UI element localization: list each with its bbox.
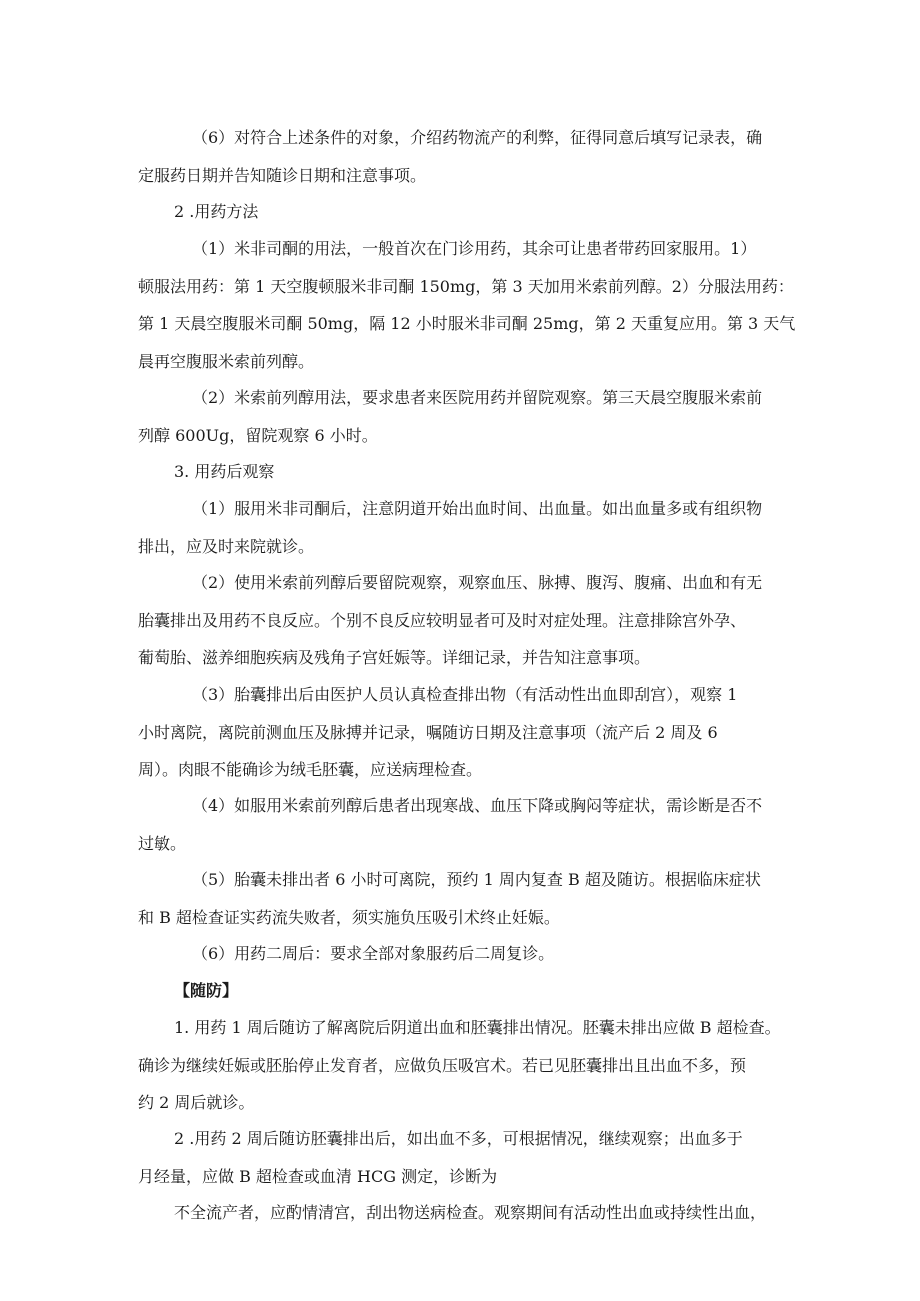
text-line: 3. 用药后观察 [174, 462, 275, 481]
paragraph-misoprostol-usage [138, 379, 790, 454]
paragraph-follow-up-2 [138, 1120, 790, 1195]
text-line: 确诊为继续妊娠或胚胎停止发育者，应做负压吸宫术。若已见胚囊排出且出血不多，预 [138, 1055, 747, 1075]
text-line: 胎囊排出及用药不良反应。个别不良反应较明显者可及时对症处理。注意排除宫外孕、 [138, 610, 747, 630]
text-line: 月经量，应做 B 超检查或血清 HCG 测定，诊断为 [138, 1166, 498, 1186]
text-line: （6）用药二周后：要求全部对象服药后二周复诊。 [192, 944, 555, 963]
paragraph-observation-6 [138, 935, 790, 973]
paragraph-follow-up-continued [138, 1194, 790, 1232]
text-line: 约 2 周后就诊。 [138, 1093, 255, 1112]
paragraph-mifepristone-usage [138, 230, 796, 380]
text-line: 定服药日期并告知随诊日期和注意事项。 [138, 165, 427, 185]
text-line: 小时离院，离院前测血压及脉搏并记录，嘱随访日期及注意事项（流产后 2 周及 6 [138, 722, 718, 742]
text-line: （1）米非司酮的用法，一般首次在门诊用药，其余可让患者带药回家服用。1） [192, 239, 757, 258]
text-line: 顿服法用药：第 1 天空腹顿服米非司酮 150mg，第 3 天加用米索前列醇。2）分服法用药： [138, 276, 794, 296]
text-line: 晨再空腹服米索前列醇。 [138, 351, 315, 371]
text-line: （3）胎囊排出后由医护人员认真检查排出物（有活动性出血即刮宫），观察 1 [192, 685, 738, 704]
text-line: 过敏。 [138, 833, 187, 853]
section-heading-follow-up [138, 972, 790, 1010]
text-line: 第 1 天晨空腹服米司酮 50mg，隔 12 小时服米非司酮 25mg，第 2 天重复应用。第 3 天气 [138, 314, 796, 333]
text-line: （2）使用米索前列醇后要留院观察，观察血压、脉搏、腹泻、腹痛、出血和有无 [192, 573, 763, 592]
paragraph-observation-4 [138, 787, 790, 862]
text-line: （5）胎囊未排出者 6 小时可离院，预约 1 周内复查 B 超及随访。根据临床症状 [192, 870, 761, 889]
text-line: 2 .用药方法 [174, 202, 259, 221]
paragraph-observation-1 [138, 490, 790, 565]
text-line: 不全流产者，应酌情清宫，刮出物送病检查。观察期间有活动性出血或持续性出血， [174, 1203, 767, 1222]
paragraph-follow-up-1 [138, 1009, 790, 1122]
text-line: （1）服用米非司酮后，注意阴道开始出血时间、出血量。如出血量多或有组织物 [192, 499, 763, 518]
section-heading-observation [138, 453, 790, 491]
text-line: 排出，应及时来院就诊。 [138, 536, 315, 556]
section-heading-dosage-method [138, 193, 790, 231]
text-line: 【随防】 [174, 981, 239, 1000]
text-line: 葡萄胎、滋养细胞疾病及残角子宫妊娠等。详细记录，并告知注意事项。 [138, 648, 651, 667]
text-line: 和 B 超检查证实药流失败者，须实施负压吸引术终止妊娠。 [138, 907, 560, 927]
paragraph-observation-2 [138, 564, 790, 677]
paragraph-observation-5 [138, 861, 790, 936]
text-line: 列醇 600Ug，留院观察 6 小时。 [138, 425, 378, 445]
text-line: （4）如服用米索前列醇后患者出现寒战、血压下降或胸闷等症状，需诊断是否不 [192, 796, 763, 815]
paragraph-observation-3 [138, 676, 790, 789]
text-line: 1. 用药 1 周后随访了解离院后阴道出血和胚囊排出情况。胚囊未排出应做 B 超检查。 [174, 1018, 781, 1037]
text-line: 2 .用药 2 周后随访胚囊排出后，如出血不多，可根据情况，继续观察；出血多于 [174, 1129, 743, 1148]
text-line: （6）对符合上述条件的对象，介绍药物流产的利弊，征得同意后填写记录表，确 [192, 128, 763, 147]
paragraph-eligibility-6 [138, 119, 790, 194]
text-line: （2）米索前列醇用法，要求患者来医院用药并留院观察。第三天晨空腹服米索前 [192, 388, 763, 407]
text-line: 周）。肉眼不能确诊为绒毛胚囊，应送病理检查。 [138, 760, 483, 779]
